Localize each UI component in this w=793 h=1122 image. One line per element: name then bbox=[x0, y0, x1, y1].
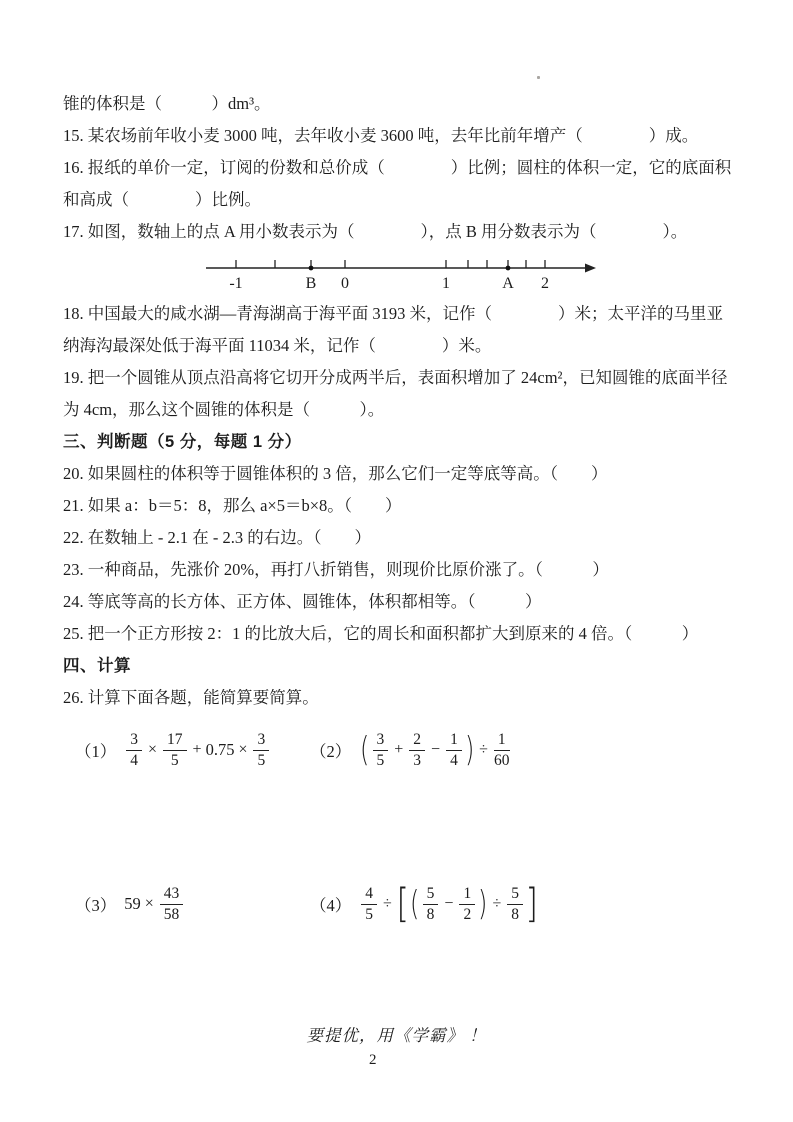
question-18-line1: 18. 中国最大的咸水湖—青海湖高于海平面 3193 米，记作（ ）米；太平洋的马里亚 bbox=[63, 304, 723, 323]
axis-label: 0 bbox=[341, 275, 349, 292]
marked-point bbox=[506, 266, 511, 271]
expression-2 bbox=[310, 720, 512, 780]
question-25: 25. 把一个正方形按 2：1 的比放大后，它的周长和面积都扩大到原来的 4 倍。（ ） bbox=[63, 624, 699, 643]
fraction-numerator: 43 bbox=[160, 885, 184, 905]
expression-label: （4） bbox=[310, 896, 352, 915]
fraction-denominator: 3 bbox=[413, 751, 422, 769]
expression-row-1 bbox=[63, 720, 738, 780]
fraction-numerator: 17 bbox=[163, 731, 187, 751]
expression-label: （2） bbox=[310, 742, 352, 761]
fraction-denominator: 4 bbox=[450, 751, 458, 769]
fraction-denominator: 60 bbox=[494, 751, 510, 769]
expression-1 bbox=[75, 720, 271, 780]
number-line-svg bbox=[203, 252, 603, 298]
operator: × bbox=[144, 895, 154, 912]
footer-slogan: 要提优，用《学霸》 ！ bbox=[306, 1026, 487, 1045]
operator: × bbox=[148, 741, 158, 758]
operator: − bbox=[444, 895, 454, 912]
fraction-numerator: 3 bbox=[126, 731, 142, 751]
fraction bbox=[409, 731, 425, 770]
expression-3 bbox=[75, 874, 185, 934]
fraction-denominator: 5 bbox=[376, 751, 385, 769]
grouping-symbol: ( bbox=[360, 730, 370, 770]
fraction bbox=[126, 731, 142, 770]
grouping-symbol: [ bbox=[396, 881, 409, 927]
fraction-denominator: 4 bbox=[130, 751, 138, 769]
question-23: 23. 一种商品，先涨价 20%，再打八折销售，则现价比原价涨了。（ ） bbox=[63, 560, 609, 579]
question-16-line2: 和高成（ ）比例。 bbox=[63, 190, 261, 209]
section-calc-heading: 四、计算 bbox=[63, 657, 131, 675]
grouping-symbol: ] bbox=[525, 881, 539, 927]
fraction-denominator: 8 bbox=[511, 905, 519, 923]
question-21: 21. 如果 a：b＝5：8，那么 a×5＝b×8。（ ） bbox=[63, 496, 402, 515]
fraction bbox=[163, 731, 187, 770]
fraction bbox=[373, 731, 389, 770]
fraction bbox=[253, 731, 269, 770]
page-number: 2 bbox=[368, 1052, 377, 1068]
expression-4 bbox=[310, 874, 539, 934]
fraction-denominator: 58 bbox=[163, 905, 180, 923]
expression-label: （3） bbox=[75, 896, 117, 915]
paper-speck bbox=[537, 76, 540, 79]
fraction-denominator: 5 bbox=[170, 751, 179, 769]
grouping-symbol: ( bbox=[410, 884, 420, 924]
fraction-numerator: 2 bbox=[409, 731, 425, 751]
fraction bbox=[423, 885, 439, 924]
fraction-numerator: 5 bbox=[423, 885, 439, 905]
grouping-symbol: ) bbox=[464, 730, 475, 770]
fraction-denominator: 2 bbox=[463, 905, 472, 923]
fraction-denominator: 5 bbox=[365, 905, 373, 923]
question-17: 17. 如图，数轴上的点 A 用小数表示为（ ），点 B 用分数表示为（ ）。 bbox=[63, 222, 688, 241]
fraction bbox=[160, 885, 184, 924]
fraction-denominator: 5 bbox=[257, 751, 266, 769]
question-26: 26. 计算下面各题，能简算要简算。 bbox=[63, 688, 319, 707]
fraction-numerator: 4 bbox=[361, 885, 377, 905]
number-line-figure bbox=[63, 248, 738, 298]
fraction bbox=[361, 885, 377, 924]
operator: ÷ bbox=[492, 895, 502, 912]
fraction bbox=[507, 885, 523, 924]
fraction bbox=[459, 885, 475, 924]
number: 0.75 bbox=[205, 740, 235, 759]
question-20: 20. 如果圆柱的体积等于圆锥体积的 3 倍，那么它们一定等底等高。（ ） bbox=[63, 464, 608, 483]
operator: − bbox=[431, 741, 441, 758]
question-15: 15. 某农场前年收小麦 3000 吨，去年收小麦 3600 吨，去年比前年增产（ ）成。 bbox=[63, 126, 699, 145]
axis-label: 1 bbox=[442, 275, 450, 292]
question-14-tail: 锥的体积是（ ）dm³。 bbox=[63, 94, 271, 113]
operator: ÷ bbox=[479, 741, 488, 758]
operator: × bbox=[238, 741, 248, 758]
question-18-line2: 纳海沟最深处低于海平面 11034 米，记作（ ）米。 bbox=[63, 336, 492, 355]
expression-row-2 bbox=[63, 874, 738, 934]
number: 59 bbox=[124, 894, 141, 913]
fraction bbox=[494, 731, 510, 770]
axis-label: B bbox=[305, 275, 317, 292]
question-16-line1: 16. 报纸的单价一定，订阅的份数和总价成（ ）比例；圆柱的体积一定，它的底面积 bbox=[63, 158, 732, 177]
fraction-numerator: 1 bbox=[494, 731, 510, 751]
question-19-line2: 为 4cm，那么这个圆锥的体积是（ ）。 bbox=[63, 400, 385, 419]
axis-label: 2 bbox=[541, 275, 549, 292]
fraction bbox=[446, 731, 462, 770]
marked-point bbox=[309, 266, 314, 271]
grouping-symbol: ) bbox=[478, 884, 488, 924]
operator: ÷ bbox=[383, 895, 392, 912]
axis-arrow-icon bbox=[585, 264, 596, 273]
section-judge-heading: 三、判断题（5 分，每题 1 分） bbox=[63, 433, 302, 451]
question-22: 22. 在数轴上 - 2.1 在 - 2.3 的右边。（ ） bbox=[63, 528, 371, 547]
operator: + bbox=[192, 741, 202, 758]
fraction-numerator: 5 bbox=[507, 885, 523, 905]
fraction-numerator: 3 bbox=[373, 731, 389, 751]
operator: + bbox=[394, 741, 404, 758]
fraction-numerator: 3 bbox=[253, 731, 269, 751]
fraction-numerator: 1 bbox=[459, 885, 475, 905]
question-19-line1: 19. 把一个圆锥从顶点沿高将它切开分成两半后，表面积增加了 24cm²，已知圆锥的底面半径 bbox=[63, 368, 728, 387]
axis-label: A bbox=[502, 275, 514, 292]
fraction-denominator: 8 bbox=[426, 905, 435, 923]
axis-label: -1 bbox=[229, 275, 243, 292]
expression-label: （1） bbox=[75, 742, 117, 761]
question-24: 24. 等底等高的长方体、正方体、圆锥体，体积都相等。（ ） bbox=[63, 592, 542, 611]
fraction-numerator: 1 bbox=[446, 731, 462, 751]
